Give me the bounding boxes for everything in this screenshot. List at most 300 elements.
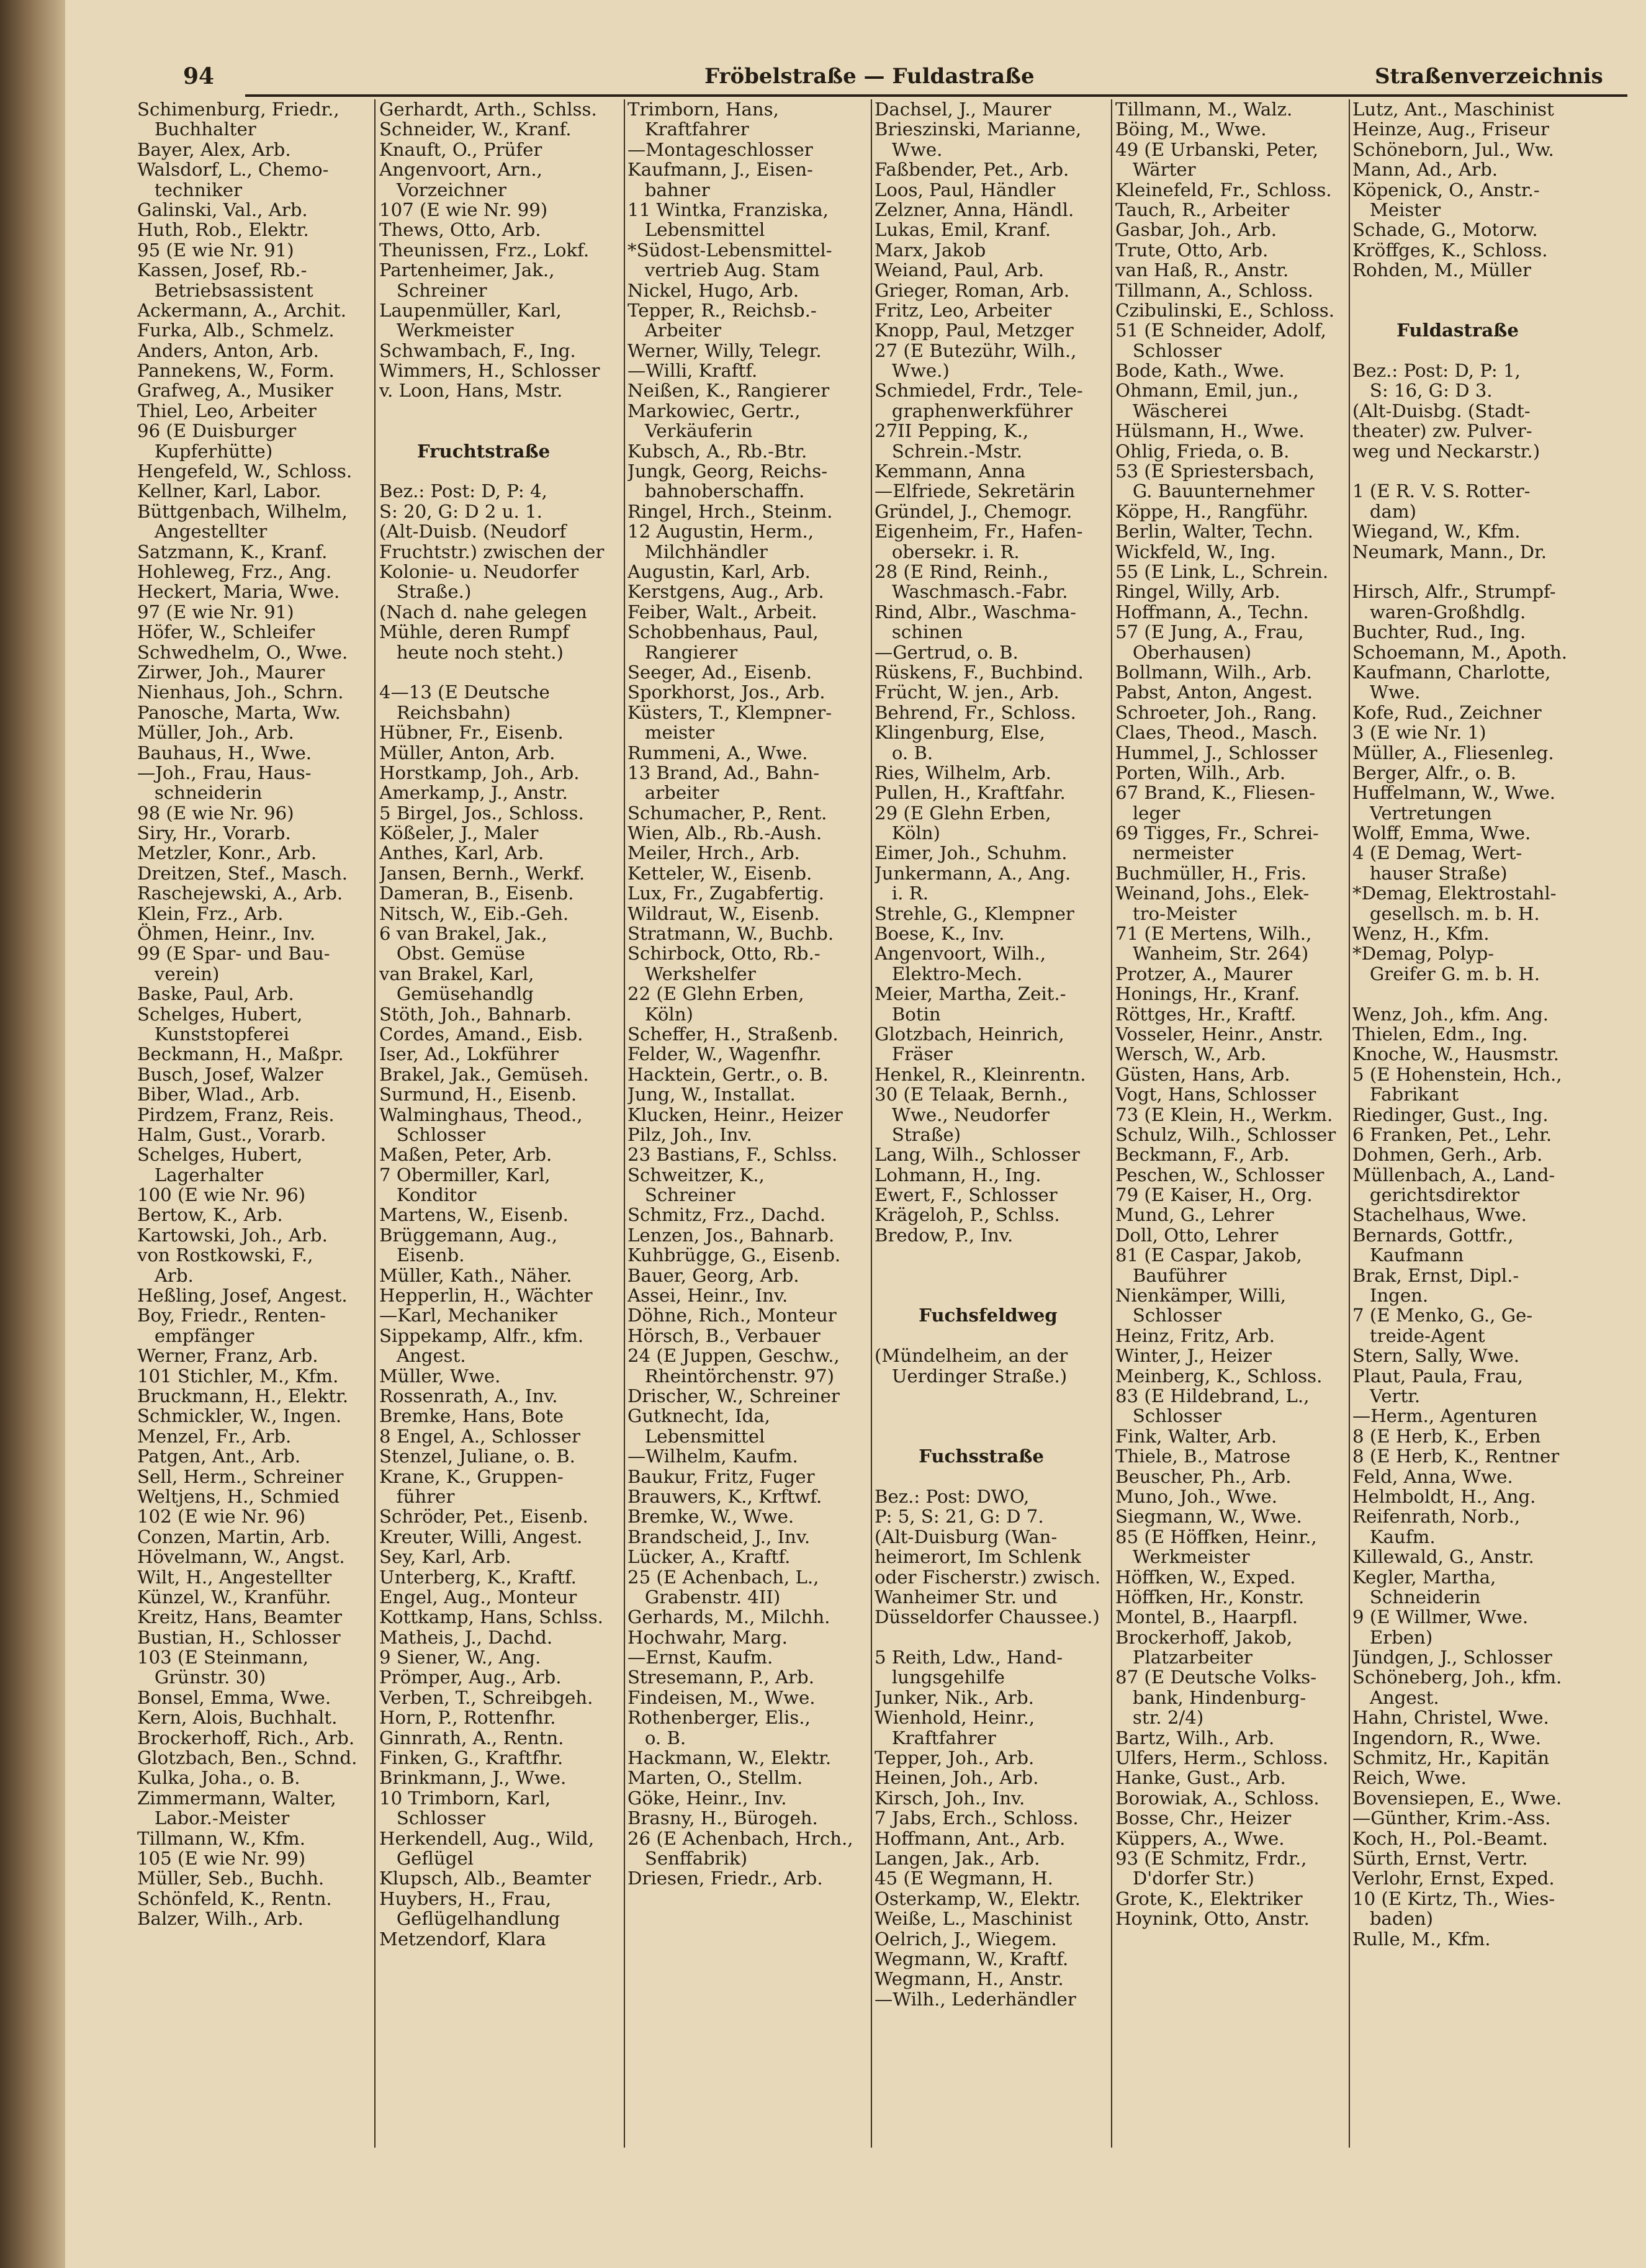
directory-entry-line: o. B. (875, 742, 933, 763)
directory-entry-line: bahner (627, 179, 710, 200)
directory-entry-line: —Gertrud, o. B. (875, 641, 1019, 663)
directory-entry-line: 10 Trimborn, Karl, (379, 1787, 551, 1809)
directory-entry-line: Uerdinger Straße.) (875, 1365, 1068, 1387)
directory-entry-line: Schlosser (1115, 1405, 1222, 1427)
directory-entry-line: Bremke, W., Wwe. (627, 1506, 794, 1528)
directory-entry-line: 49 (E Urbanski, Peter, (1115, 138, 1319, 160)
directory-entry-line: Augustin, Karl, Arb. (627, 560, 811, 582)
directory-entry-line: 102 (E wie Nr. 96) (137, 1506, 306, 1528)
directory-entry-line: Werkmeister (379, 320, 514, 341)
directory-entry-line: Reichsbahn) (379, 701, 511, 723)
directory-entry-line: Bez.: Post: D, P: 4, (379, 480, 547, 502)
directory-entry-line: Fritz, Leo, Arbeiter (875, 299, 1052, 321)
directory-entry-line: Weinand, Johs., Elek- (1115, 883, 1310, 904)
directory-entry-line: 97 (E wie Nr. 91) (137, 601, 294, 623)
directory-entry-line: Theunissen, Frz., Lokf. (379, 239, 590, 261)
directory-entry-line: Brüggemann, Aug., (379, 1224, 558, 1246)
directory-entry-line (379, 662, 623, 682)
directory-entry-line: Iser, Ad., Lokführer (379, 1043, 559, 1065)
directory-entry-line: Winter, J., Heizer (1115, 1345, 1272, 1367)
directory-entry-line: 24 (E Juppen, Geschw., (627, 1345, 840, 1367)
directory-entry-line: Rummeni, A., Wwe. (627, 742, 808, 763)
directory-entry-line: Weltjens, H., Schmied (137, 1485, 340, 1507)
directory-entry-line: waren-Großhdlg. (1352, 601, 1526, 623)
directory-entry-line: Findeisen, M., Wwe. (627, 1686, 816, 1708)
column-5 (1115, 99, 1347, 2266)
directory-entry-line: lungsgehilfe (875, 1667, 1005, 1688)
column-3 (627, 99, 870, 2266)
directory-entry-line: Ringel, Hrch., Steinm. (627, 500, 833, 522)
directory-entry-line: Weiand, Paul, Arb. (875, 259, 1045, 281)
directory-entry-line: Stratmann, W., Buchb. (627, 923, 834, 945)
directory-entry-line: Schlosser (1115, 1305, 1222, 1326)
directory-entry-line: (Alt-Duisb. (Neudorf (379, 521, 567, 542)
directory-entry-line: von Rostkowski, F., (137, 1244, 313, 1266)
directory-entry-line: heute noch steht.) (379, 641, 564, 663)
directory-entry-line: Ketteler, W., Eisenb. (627, 862, 812, 884)
directory-entry-line: Hoffmann, Ant., Arb. (875, 1827, 1066, 1849)
directory-entry-line: Küsters, T., Klempner- (627, 701, 832, 723)
directory-entry-line: —Herm., Agenturen (1352, 1405, 1537, 1427)
directory-entry-line: Tauch, R., Arbeiter (1115, 199, 1290, 220)
directory-entry-line: Kulka, Joha., o. B. (137, 1767, 300, 1789)
directory-entry-line: Göke, Heinr., Inv. (627, 1787, 787, 1809)
directory-entry-line: Kaufmann, J., Eisen- (627, 159, 813, 181)
directory-entry-line (1352, 341, 1626, 361)
directory-entry-line: Markowiec, Gertr., (627, 400, 801, 421)
directory-entry-line: Baukur, Fritz, Fuger (627, 1465, 815, 1487)
directory-entry-line: tro-Meister (1115, 902, 1237, 924)
directory-entry-line: Wanheim, Str. 264) (1115, 943, 1309, 965)
directory-entry-line: theater) zw. Pulver- (1352, 420, 1532, 442)
directory-entry-line: leger (1115, 802, 1181, 824)
directory-entry-line (1352, 562, 1626, 582)
directory-entry-line: Gemüsehandlg (379, 983, 534, 1005)
directory-entry-line: Wanheimer Str. und (875, 1586, 1058, 1608)
directory-entry-line: Rind, Albr., Waschma- (875, 601, 1076, 623)
directory-entry-line: Bauführer (1115, 1264, 1227, 1286)
directory-entry-line: Röttges, Hr., Kraftf. (1115, 1003, 1297, 1025)
directory-entry-line: —Karl, Mechaniker (379, 1305, 557, 1326)
directory-entry-line: Jündgen, J., Schlosser (1352, 1647, 1552, 1668)
directory-entry-line: Rulle, M., Kfm. (1352, 1928, 1491, 1950)
directory-entry-line: Lenzen, Jos., Bahnarb. (627, 1224, 835, 1246)
directory-entry-line: Klein, Frz., Arb. (137, 902, 284, 924)
directory-entry-line: Geflügel (379, 1847, 474, 1869)
directory-entry-line: Hövelmann, W., Angst. (137, 1546, 345, 1568)
directory-entry-line: Wersch, W., Arb. (1115, 1043, 1267, 1065)
directory-entry-line: Behrend, Fr., Schloss. (875, 701, 1076, 723)
directory-entry-line: Lagerhalter (137, 1164, 264, 1186)
directory-entry-line: Beckmann, H., Maßpr. (137, 1043, 344, 1065)
directory-entry-line: techniker (137, 179, 243, 200)
directory-entry-line: Junkermann, A., Ang. (875, 862, 1071, 884)
directory-entry-line: Heckert, Maria, Wwe. (137, 581, 340, 603)
directory-entry-line: Köln) (875, 822, 940, 844)
directory-entry-line: Brockerhoff, Jakob, (1115, 1626, 1293, 1648)
directory-entry-line: Matheis, J., Dachd. (379, 1626, 553, 1648)
directory-entry-line: Wäscherei (1115, 400, 1228, 421)
column-divider (624, 99, 625, 2148)
directory-entry-line: Marten, O., Stellm. (627, 1767, 803, 1789)
directory-entry-line: Osterkamp, W., Elektr. (875, 1888, 1081, 1909)
directory-entry-line: Jungk, Georg, Reichs- (627, 461, 828, 482)
directory-entry-line: Hahn, Christel, Wwe. (1352, 1707, 1549, 1729)
directory-entry-line: bank, Hindenburg- (1115, 1686, 1306, 1708)
directory-entry-line: Heinz, Fritz, Arb. (1115, 1325, 1275, 1346)
directory-entry-line: —Elfriede, Sekretärin (875, 480, 1076, 502)
directory-entry-line: Fabrikant (1352, 1084, 1459, 1105)
directory-entry-line: Sell, Herm., Schreiner (137, 1465, 344, 1487)
directory-entry-line: arbeiter (627, 782, 719, 804)
directory-entry-line: Finken, G., Kraftfhr. (379, 1747, 564, 1769)
directory-entry-line: Tillmann, M., Walz. (1115, 99, 1293, 120)
directory-entry-line: Labor.-Meister (137, 1807, 290, 1829)
directory-entry-line: Böing, M., Wwe. (1115, 119, 1267, 140)
directory-entry-line: Kößeler, J., Maler (379, 822, 539, 844)
directory-entry-line: Brakel, Jak., Gemüseh. (379, 1063, 589, 1085)
directory-entry-line: Bernards, Gottfr., (1352, 1224, 1514, 1246)
directory-entry-line: Meiler, Hrch., Arb. (627, 842, 800, 864)
directory-entry-line: Stöth, Joh., Bahnarb. (379, 1003, 572, 1025)
directory-entry-line: o. B. (627, 1727, 686, 1748)
directory-entry-line: Bovensiepen, E., Wwe. (1352, 1787, 1562, 1809)
directory-entry-line: 45 (E Wegmann, H. (875, 1868, 1053, 1889)
column-divider (374, 99, 376, 2148)
directory-entry-line: 30 (E Telaak, Bernh., (875, 1084, 1069, 1105)
directory-entry-line: Schweitzer, K., (627, 1164, 765, 1186)
directory-entry-line: Werkshelfer (627, 963, 756, 984)
directory-entry-line: Lohmann, H., Ing. (875, 1164, 1041, 1186)
directory-entry-line: Strehle, G., Klempner (875, 902, 1074, 924)
directory-entry-line: Müller, Kath., Näher. (379, 1264, 572, 1286)
directory-entry-line (875, 1406, 1110, 1426)
directory-entry-line: Werner, Willy, Telegr. (627, 340, 822, 361)
directory-entry-line: *Südost-Lebensmittel- (627, 239, 832, 261)
directory-entry-line: Hengefeld, W., Schloss. (137, 461, 353, 482)
directory-entry-line: 5 Reith, Ldw., Hand- (875, 1647, 1063, 1668)
directory-entry-line: Tepper, Joh., Arb. (875, 1747, 1035, 1769)
directory-entry-line: 23 Bastians, F., Schlss. (627, 1144, 838, 1166)
directory-entry-line: Patgen, Ant., Arb. (137, 1446, 301, 1467)
directory-entry-line: Stresemann, P., Arb. (627, 1667, 814, 1688)
directory-entry-line: Kreitz, Hans, Beamter (137, 1606, 342, 1628)
directory-entry-line: Sürth, Ernst, Vertr. (1352, 1847, 1528, 1869)
directory-entry-line: Gründel, J., Chemogr. (875, 500, 1073, 522)
directory-entry-line: Pullen, H., Kraftfahr. (875, 782, 1066, 804)
directory-entry-line: 8 Engel, A., Schlosser (379, 1425, 580, 1447)
directory-entry-line: 53 (E Spriestersbach, (1115, 461, 1315, 482)
directory-entry-line: Wenz, H., Kfm. (1352, 923, 1490, 945)
directory-entry-line: Balzer, Wilh., Arb. (137, 1908, 304, 1930)
directory-entry-line: Huth, Rob., Elektr. (137, 219, 309, 241)
directory-entry-line: Vosseler, Heinr., Anstr. (1115, 1023, 1324, 1045)
directory-entry-line: Rothenberger, Elis., (627, 1707, 811, 1729)
directory-entry-line: Botin (875, 1003, 941, 1025)
directory-entry-line: Zimmermann, Walter, (137, 1787, 336, 1809)
directory-entry-line: Fruchtstr.) zwischen der (379, 541, 605, 562)
directory-entry-line: Hochwahr, Marg. (627, 1626, 788, 1648)
directory-entry-line: Reifenrath, Norb., (1352, 1506, 1521, 1528)
directory-entry-line: Neißen, K., Rangierer (627, 380, 830, 402)
directory-entry-line: Schröder, Pet., Eisenb. (379, 1506, 588, 1528)
directory-entry-line: dam) (1352, 500, 1416, 522)
directory-entry-line: (Mündelheim, an der (875, 1345, 1068, 1367)
directory-entry-line: Grabenstr. 4II) (627, 1586, 781, 1608)
directory-entry-line: Rheintörchenstr. 97) (627, 1365, 835, 1387)
directory-entry-line: Riedinger, Gust., Ing. (1352, 1104, 1549, 1125)
directory-entry-line: Marx, Jakob (875, 239, 986, 261)
directory-entry-line: Küppers, A., Wwe. (1115, 1827, 1285, 1849)
directory-entry-line: D'dorfer Str.) (1115, 1868, 1254, 1889)
directory-entry-line: Protzer, A., Maurer (1115, 963, 1293, 984)
directory-entry-line: 27 (E Butezühr, Wilh., (875, 340, 1077, 361)
directory-entry-line: Siry, Hr., Vorarb. (137, 822, 291, 844)
directory-entry-line: Brieszinski, Marianne, (875, 119, 1082, 140)
directory-entry-line: i. R. (875, 883, 929, 904)
directory-entry-line: Werkmeister (1115, 1546, 1250, 1568)
directory-entry-line: 87 (E Deutsche Volks- (1115, 1667, 1317, 1688)
directory-entry-line: Thiel, Leo, Arbeiter (137, 400, 317, 421)
directory-entry-line: Tillmann, W., Kfm. (137, 1827, 305, 1849)
directory-entry-line: Schelges, Hubert, (137, 1144, 303, 1166)
directory-entry-line: Pabst, Anton, Angest. (1115, 682, 1313, 703)
directory-entry-line: 4—13 (E Deutsche (379, 682, 550, 703)
directory-entry-line: 6 van Brakel, Jak., (379, 923, 547, 945)
directory-entry-line: Wilt, H., Angestellter (137, 1566, 332, 1588)
directory-entry-line: Berger, Alfr., o. B. (1352, 762, 1517, 783)
directory-entry-line: Pirdzem, Franz, Reis. (137, 1104, 335, 1125)
directory-entry-line: Kuhbrügge, G., Eisenb. (627, 1244, 841, 1266)
directory-entry-line: Wienhold, Heinr., (875, 1707, 1035, 1729)
directory-entry-line: Brockerhoff, Rich., Arb. (137, 1727, 355, 1748)
directory-entry-line: Gerhards, M., Milchh. (627, 1606, 830, 1628)
directory-entry-line: Anthes, Karl, Arb. (379, 842, 544, 864)
directory-entry-line: Satzmann, K., Kranf. (137, 541, 328, 562)
directory-entry-line: Furka, Alb., Schmelz. (137, 320, 335, 341)
directory-entry-line: 105 (E wie Nr. 99) (137, 1847, 306, 1869)
directory-entry-line: Nienkämper, Willi, (1115, 1285, 1287, 1307)
directory-entry-line: Klucken, Heinr., Heizer (627, 1104, 843, 1125)
directory-entry-line: Verben, T., Schreibgeh. (379, 1686, 593, 1708)
directory-entry-line: Knauft, O., Prüfer (379, 138, 542, 160)
directory-entry-line: 4 (E Demag, Wert- (1352, 842, 1522, 864)
directory-entry-line: Bruckmann, H., Elektr. (137, 1385, 349, 1406)
directory-entry-line: Büttgenbach, Wilhelm, (137, 500, 348, 522)
directory-entry-line: Stachelhaus, Wwe. (1352, 1204, 1527, 1226)
directory-entry-line: Höfer, W., Schleifer (137, 621, 315, 643)
directory-entry-line: Kassen, Josef, Rb.- (137, 259, 307, 281)
directory-entry-line: Laupenmüller, Karl, (379, 299, 562, 321)
directory-entry-line: Helmboldt, H., Ang. (1352, 1485, 1536, 1507)
directory-entry-line: Metzler, Konr., Arb. (137, 842, 317, 864)
directory-entry-line: Wegmann, W., Kraftf. (875, 1948, 1069, 1969)
directory-entry-line: Wiegand, W., Kfm. (1352, 521, 1521, 542)
directory-entry-line: S: 16, G: D 3. (1352, 380, 1493, 402)
directory-entry-line: Tepper, R., Reichsb.- (627, 299, 817, 321)
directory-entry-line: Surmund, H., Eisenb. (379, 1084, 577, 1105)
directory-entry-line: Köppe, H., Rangführ. (1115, 500, 1309, 522)
directory-entry-line: Schobbenhaus, Paul, (627, 621, 819, 643)
directory-entry-line: Brandscheid, J., Inv. (627, 1526, 811, 1547)
directory-entry-line: Buchhalter (137, 119, 256, 140)
directory-entry-line (379, 401, 623, 421)
directory-entry-line: Lebensmittel (627, 1425, 765, 1447)
directory-entry-line: Köpenick, O., Anstr.- (1352, 179, 1540, 200)
directory-entry-line: Zelzner, Anna, Händl. (875, 199, 1074, 220)
directory-entry-line: Bertow, K., Arb. (137, 1204, 283, 1226)
directory-entry-line: Unterberg, K., Kraftf. (379, 1566, 577, 1588)
directory-entry-line: Sippekamp, Alfr., kfm. (379, 1325, 584, 1346)
directory-entry-line: Huybers, H., Frau, (379, 1888, 552, 1909)
directory-entry-line: gesellsch. m. b. H. (1352, 902, 1540, 924)
directory-entry-line: Wärter (1115, 159, 1196, 181)
directory-entry-line: Kaufmann, Charlotte, (1352, 661, 1551, 683)
directory-entry-line: 12 Augustin, Herm., (627, 521, 814, 542)
directory-entry-line: Straße.) (379, 581, 472, 603)
directory-entry-line: Bez.: Post: DWO, (875, 1485, 1030, 1507)
directory-entry-line: Schwedhelm, O., Wwe. (137, 641, 348, 663)
directory-entry-line: Tillmann, A., Schloss. (1115, 279, 1313, 301)
directory-entry-line: 5 (E Hohenstein, Hch., (1352, 1063, 1562, 1085)
directory-entry-line: 3 (E wie Nr. 1) (1352, 722, 1486, 744)
directory-entry-line: P: 5, S: 21, G: D 7. (875, 1506, 1044, 1528)
directory-entry-line: Ginnrath, A., Rentn. (379, 1727, 564, 1748)
directory-entry-line: 95 (E wie Nr. 91) (137, 239, 294, 261)
directory-entry-line: Kaufm. (1352, 1526, 1436, 1547)
directory-entry-line: Geflügelhandlung (379, 1908, 560, 1930)
directory-entry-line: —Wilh., Lederhändler (875, 1988, 1076, 2010)
directory-entry-line: Heinen, Joh., Arb. (875, 1767, 1039, 1789)
directory-entry-line: Erben) (1352, 1626, 1433, 1648)
directory-entry-line: Künzel, W., Kranführ. (137, 1586, 331, 1608)
directory-entry-line: Schmitz, Frz., Dachd. (627, 1204, 826, 1226)
directory-entry-line: Buchter, Rud., Ing. (1352, 621, 1526, 643)
directory-entry-line: Hoffmann, A., Techn. (1115, 601, 1309, 623)
directory-entry-line: 6 Franken, Pet., Lehr. (1352, 1123, 1552, 1145)
directory-entry-line: schinen (875, 621, 963, 643)
directory-entry-line: Raschejewski, A., Arb. (137, 883, 343, 904)
directory-entry-line: baden) (1352, 1908, 1434, 1930)
directory-entry-line: Schwambach, F., Ing. (379, 340, 576, 361)
directory-entry-line: Prömper, Aug., Arb. (379, 1667, 562, 1688)
directory-entry-line: treide-Agent (1352, 1325, 1485, 1346)
directory-entry-line (379, 461, 623, 481)
directory-entry-line: Kupferhütte) (137, 440, 273, 462)
directory-entry-line: 79 (E Kaiser, H., Org. (1115, 1184, 1313, 1206)
directory-entry-line: Milchhändler (627, 541, 768, 562)
directory-entry-line: Bollmann, Wilh., Arb. (1115, 661, 1312, 683)
directory-entry-line: Kaufmann (1352, 1244, 1464, 1266)
directory-entry-line: 5 Birgel, Jos., Schloss. (379, 802, 584, 824)
directory-entry-line: Horn, P., Rottenfhr. (379, 1707, 556, 1729)
directory-entry-line: Rohden, M., Müller (1352, 259, 1531, 281)
directory-entry-line: Doll, Otto, Lehrer (1115, 1224, 1279, 1246)
directory-entry-line: Kraftfahrer (875, 1727, 996, 1748)
directory-entry-line: 11 Wintka, Franziska, (627, 199, 829, 220)
directory-entry-line: Bayer, Alex, Arb. (137, 138, 291, 160)
directory-entry-line: Elektro-Mech. (875, 963, 1023, 984)
directory-entry-line: Arb. (137, 1264, 194, 1286)
directory-entry-line: Siegmann, W., Wwe. (1115, 1506, 1302, 1528)
directory-entry-line (875, 1426, 1110, 1446)
directory-entry-line: S: 20, G: D 2 u. 1. (379, 500, 542, 522)
directory-entry-line: Amerkamp, J., Anstr. (379, 782, 568, 804)
directory-entry-line: Assei, Heinr., Inv. (627, 1285, 788, 1307)
directory-entry-line: Döhne, Rich., Monteur (627, 1305, 837, 1326)
directory-entry-line: Borowiak, A., Schloss. (1115, 1787, 1320, 1809)
directory-entry-line: Wwe.) (875, 360, 950, 382)
directory-entry-line (1352, 300, 1626, 320)
book-gutter (0, 0, 65, 2268)
directory-entry-line: Brinkmann, J., Wwe. (379, 1767, 567, 1789)
column-6 (1352, 99, 1626, 2266)
directory-entry-line: Vertretungen (1352, 802, 1492, 824)
directory-entry-line: 9 (E Willmer, Wwe. (1352, 1606, 1529, 1628)
directory-entry-line: Hülsmann, H., Wwe. (1115, 420, 1305, 442)
directory-entry-line: 29 (E Glehn Erben, (875, 802, 1051, 824)
directory-entry-line: Köln) (627, 1003, 693, 1025)
directory-entry-line: Eimer, Joh., Schuhm. (875, 842, 1068, 864)
directory-entry-line: —Günther, Krim.-Ass. (1352, 1807, 1551, 1829)
directory-entry-line: Hoynink, Otto, Anstr. (1115, 1908, 1310, 1930)
directory-entry-line: Stenzel, Juliane, o. B. (379, 1446, 575, 1467)
directory-entry-line: 22 (E Glehn Erben, (627, 983, 804, 1005)
directory-entry-line: Waschmasch.-Fabr. (875, 581, 1068, 603)
directory-entry-line: 51 (E Schneider, Adolf, (1115, 320, 1326, 341)
directory-entry-line: Driesen, Friedr., Arb. (627, 1868, 823, 1889)
directory-entry-line: Ringel, Willy, Arb. (1115, 581, 1280, 603)
directory-entry-line: Ohmann, Emil, jun., (1115, 380, 1299, 402)
street-heading: Fuldastraße (1352, 320, 1519, 341)
directory-entry-line: Wegmann, H., Anstr. (875, 1968, 1064, 1990)
directory-entry-line: Kottkamp, Hans, Schlss. (379, 1606, 603, 1628)
directory-entry-line: 101 Stichler, M., Kfm. (137, 1365, 339, 1387)
page-title: Fröbelstraße — Fuldastraße (704, 64, 1035, 89)
directory-entry-line: 73 (E Klein, H., Werkm. (1115, 1104, 1333, 1125)
directory-entry-line: Müllenbach, A., Land- (1352, 1164, 1555, 1186)
directory-entry-line: G. Bauunternehmer (1115, 480, 1315, 502)
directory-entry-line: Müller, A., Fliesenleg. (1352, 742, 1554, 763)
directory-entry-line: Knoche, W., Hausmstr. (1352, 1043, 1559, 1065)
directory-entry-line: Kleinefeld, Fr., Schloss. (1115, 179, 1332, 200)
directory-entry-line: Kartowski, Joh., Arb. (137, 1224, 328, 1246)
directory-entry-line: 98 (E wie Nr. 96) (137, 802, 294, 824)
directory-entry-line: Rangierer (627, 641, 738, 663)
directory-entry-line: Höffken, Hr., Konstr. (1115, 1586, 1305, 1608)
header-rule (245, 94, 1627, 97)
directory-entry-line: Galinski, Val., Arb. (137, 199, 308, 220)
directory-entry-line: Schrein.-Mstr. (875, 440, 1023, 462)
column-divider (871, 99, 872, 2148)
directory-entry-line: Straße) (875, 1123, 961, 1145)
directory-entry-line: meister (627, 722, 715, 744)
directory-entry-line: Bonsel, Emma, Wwe. (137, 1686, 331, 1708)
directory-entry-line: Zirwer, Joh., Maurer (137, 661, 325, 683)
directory-entry-line: Hepperlin, H., Wächter (379, 1285, 593, 1307)
directory-entry-line: Wwe. (1352, 682, 1421, 703)
directory-entry-line: 85 (E Höffken, Heinr., (1115, 1526, 1317, 1547)
directory-entry-line: Schelges, Hubert, (137, 1003, 303, 1025)
directory-entry-line: Kemmann, Anna (875, 461, 1026, 482)
directory-entry-line: Heinze, Aug., Friseur (1352, 119, 1550, 140)
directory-entry-line: Schulz, Wilh., Schlosser (1115, 1123, 1336, 1145)
directory-entry-line: Ohlig, Frieda, o. B. (1115, 440, 1290, 462)
directory-entry-line: Fräser (875, 1043, 953, 1065)
directory-entry-line: Schirbock, Otto, Rb.- (627, 943, 821, 965)
directory-entry-line: Dachsel, J., Maurer (875, 99, 1051, 120)
directory-entry-line: Kubsch, A., Rb.-Btr. (627, 440, 807, 462)
